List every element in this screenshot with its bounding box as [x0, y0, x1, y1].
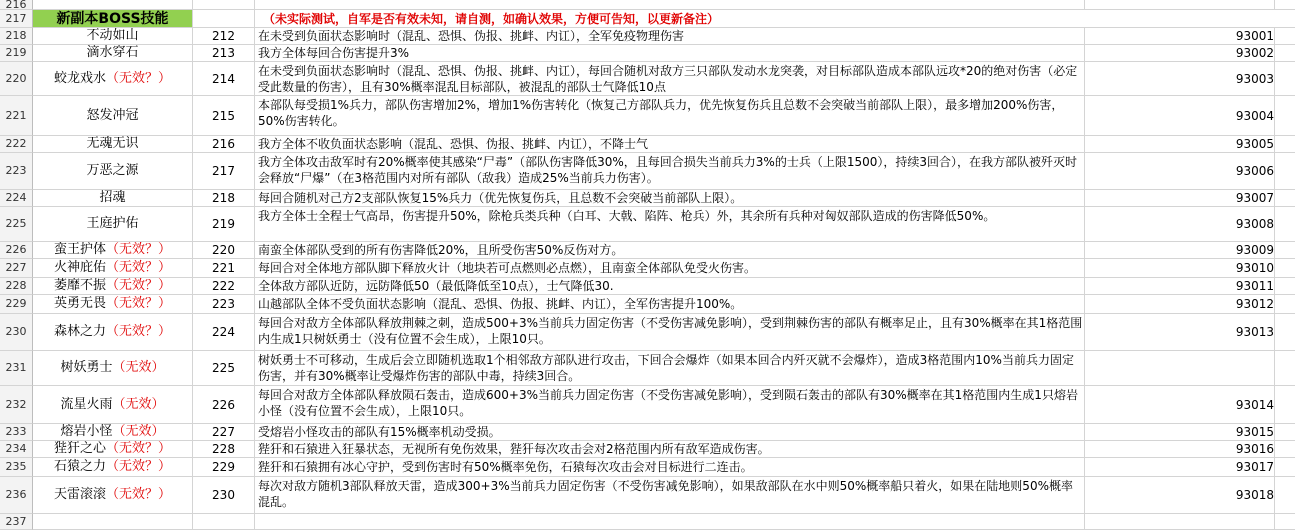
- skill-id-cell[interactable]: 93011: [1085, 278, 1275, 295]
- skill-name: 森林之力: [53, 324, 106, 339]
- skill-name-cell[interactable]: [33, 242, 193, 259]
- table-row: [0, 62, 1295, 96]
- skill-name: 滴水穿石: [86, 45, 139, 60]
- skill-name-cell[interactable]: [33, 190, 193, 207]
- skill-name: 蛮王护体: [53, 242, 106, 257]
- skill-name-cell[interactable]: [33, 153, 193, 190]
- header-row: [0, 10, 1295, 28]
- table-row: [0, 45, 1295, 62]
- description-cell[interactable]: 每回合对敌方全体部队释放陨石轰击，造成600+3%当前兵力固定伤害（不受伤害减免影响），受到陨石轰击的部队有30%概率在其1格范围内生成1只熔岩小怪（没有位置不会生成），上限10只。: [255, 386, 1085, 424]
- skill-number-cell[interactable]: 229: [193, 458, 255, 477]
- cell-e[interactable]: [1275, 514, 1295, 530]
- table-row: [0, 351, 1295, 386]
- skill-id-cell[interactable]: 93013: [1085, 314, 1275, 351]
- cell-d[interactable]: [1085, 0, 1275, 10]
- skill-number-cell[interactable]: 218: [193, 190, 255, 207]
- skill-id-cell[interactable]: 93006: [1085, 153, 1275, 190]
- skill-id-cell[interactable]: 93014: [1085, 386, 1275, 424]
- description-cell[interactable]: 受熔岩小怪攻击的部队有15%概率机动受损。: [255, 424, 1085, 441]
- skill-id-cell[interactable]: [1085, 351, 1275, 386]
- row-number[interactable]: 235: [0, 458, 33, 477]
- cell-e[interactable]: [1275, 477, 1295, 514]
- skill-number-cell[interactable]: 217: [193, 153, 255, 190]
- skill-id-cell[interactable]: 93017: [1085, 458, 1275, 477]
- row-number[interactable]: 227: [0, 259, 33, 278]
- skill-name: 树妖勇士: [60, 360, 113, 375]
- skill-name: 火神庇佑: [53, 260, 106, 275]
- description-cell[interactable]: 每回合对全体地方部队脚下释放火计（地块若可点燃则必点燃），且南蛮全体部队免受火伤害。: [255, 259, 1085, 278]
- test-notice: （未实际测试，自军是否有效未知，请自测，如确认效果，方便可告知，以更新备注）: [263, 11, 720, 26]
- row-number[interactable]: 228: [0, 278, 33, 295]
- skill-id-cell[interactable]: 93008: [1085, 207, 1275, 242]
- cell-b[interactable]: [193, 514, 255, 530]
- row-number[interactable]: 230: [0, 314, 33, 351]
- description-cell[interactable]: 每次对敌方随机3部队释放天雷，造成300+3%当前兵力固定伤害（不受伤害减免影响），如果敌部队在水中则50%概率船只着火，如果在陆地则50%概率混乱。: [255, 477, 1085, 514]
- skill-number-cell[interactable]: 221: [193, 259, 255, 278]
- skill-id-cell[interactable]: 93007: [1085, 190, 1275, 207]
- notice-cell[interactable]: [255, 10, 1275, 28]
- table-row: [0, 259, 1295, 278]
- skill-name: 天雷滚滚: [53, 487, 106, 502]
- table-row: [0, 314, 1295, 351]
- cell-c[interactable]: [255, 0, 1085, 10]
- skill-id-cell[interactable]: 93001: [1085, 28, 1275, 45]
- invalid-tag: （无效？）: [106, 278, 172, 293]
- description-cell[interactable]: 树妖勇士不可移动，生成后会立即随机选取1个相邻敌方部队进行攻击，下回合会爆炸（如果本回合内歼灭就不会爆炸），造成3格范围内10%当前兵力固定伤害，并有30%概率让受爆炸伤害的部队中毒，持续3回合。: [255, 351, 1085, 386]
- table-row: [0, 153, 1295, 190]
- table-row: [0, 242, 1295, 259]
- row-number[interactable]: 231: [0, 351, 33, 386]
- cell-e[interactable]: [1275, 242, 1295, 259]
- table-row: [0, 441, 1295, 458]
- skill-name-cell[interactable]: [33, 386, 193, 424]
- invalid-tag: （无效？）: [106, 260, 172, 275]
- skill-number-cell[interactable]: 226: [193, 386, 255, 424]
- skill-id-cell[interactable]: 93004: [1085, 96, 1275, 136]
- skill-id-cell[interactable]: 93015: [1085, 424, 1275, 441]
- row-number[interactable]: 216: [0, 0, 33, 10]
- skill-name-cell[interactable]: [33, 458, 193, 477]
- description-cell[interactable]: 在未受到负面状态影响时（混乱、恐惧、伪报、挑衅、内讧），全军免疫物理伤害: [255, 28, 1085, 45]
- skill-id-cell[interactable]: 93018: [1085, 477, 1275, 514]
- invalid-tag: （无效？）: [106, 459, 172, 474]
- table-row: [0, 295, 1295, 314]
- invalid-tag: （无效？）: [106, 324, 172, 339]
- cell-e[interactable]: [1275, 441, 1295, 458]
- table-row: [0, 278, 1295, 295]
- cell-e[interactable]: [1275, 278, 1295, 295]
- skill-id-cell[interactable]: 93012: [1085, 295, 1275, 314]
- skill-id-cell[interactable]: 93002: [1085, 45, 1275, 62]
- skill-number-cell[interactable]: 216: [193, 136, 255, 153]
- row-number[interactable]: 237: [0, 514, 33, 530]
- table-row: [0, 458, 1295, 477]
- table-row: [0, 96, 1295, 136]
- description-cell[interactable]: 每回合随机对己方2支部队恢复15%兵力（优先恢复伤兵，且总数不会突破当前部队上限）。: [255, 190, 1085, 207]
- row-number[interactable]: 220: [0, 62, 33, 96]
- skill-name-cell[interactable]: [33, 259, 193, 278]
- table-row: [0, 477, 1295, 514]
- cell-e[interactable]: [1275, 0, 1295, 10]
- table-row: [0, 207, 1295, 242]
- skill-number-cell[interactable]: 214: [193, 62, 255, 96]
- skill-number-cell[interactable]: 228: [193, 441, 255, 458]
- skill-number-cell[interactable]: 224: [193, 314, 255, 351]
- cell-d[interactable]: [1085, 514, 1275, 530]
- skill-name: 流星火雨: [60, 396, 113, 412]
- table-row: [0, 424, 1295, 441]
- skill-name-cell[interactable]: [33, 477, 193, 514]
- cell-b[interactable]: [193, 10, 255, 28]
- cell-c[interactable]: [255, 514, 1085, 530]
- description-cell[interactable]: 我方全体攻击敌军时有20%概率使其感染“尸毒”（部队伤害降低30%，且每回合损失当前兵力3%的士兵（上限1500），持续3回合），在我方部队被歼灭时会释放“尸爆”（在3格范围内对所有部队（敌我）造成25%当前兵力伤害）。: [255, 153, 1085, 190]
- table-row: [0, 190, 1295, 207]
- description-cell[interactable]: 我方全体不收负面状态影响（混乱、恐惧、伪报、挑衅、内讧），不降士气: [255, 136, 1085, 153]
- cell-e[interactable]: [1275, 62, 1295, 96]
- description-cell[interactable]: 我方全体每回合伤害提升3%: [255, 45, 1085, 62]
- skill-number-cell[interactable]: 222: [193, 278, 255, 295]
- skill-name-cell[interactable]: [33, 62, 193, 96]
- skill-id-cell[interactable]: 93005: [1085, 136, 1275, 153]
- row-number[interactable]: 229: [0, 295, 33, 314]
- skill-name: 怒发冲冠: [86, 107, 139, 123]
- invalid-tag: （无效）: [112, 396, 165, 412]
- cell-e[interactable]: [1275, 314, 1295, 351]
- cell-e[interactable]: [1275, 259, 1295, 278]
- cell-a[interactable]: [33, 514, 193, 530]
- skill-id-cell[interactable]: 93010: [1085, 259, 1275, 278]
- skill-number-cell[interactable]: 220: [193, 242, 255, 259]
- row-number[interactable]: 226: [0, 242, 33, 259]
- description-cell[interactable]: 在未受到负面状态影响时（混乱、恐惧、伪报、挑衅、内讧），每回合随机对敌方三只部队发动水龙突袭，对目标部队造成本部队远攻*20的绝对伤害（必定受此数量的伤害），且有30%概率混乱目标部队，被混乱的部队士气降低10点: [255, 62, 1085, 96]
- row-number[interactable]: 222: [0, 136, 33, 153]
- description-cell[interactable]: 我方全体士全程士气高昂，伤害提升50%，除枪兵类兵种（白耳、大戟、陷阵、枪兵）外，其余所有兵种对匈奴部队造成的伤害降低50%。: [255, 207, 1085, 242]
- skill-name: 萎靡不振: [53, 278, 106, 293]
- skill-number-cell[interactable]: 230: [193, 477, 255, 514]
- row-number[interactable]: 218: [0, 28, 33, 45]
- skill-name-cell[interactable]: [33, 96, 193, 136]
- skill-name-cell[interactable]: [33, 136, 193, 153]
- cell-e[interactable]: [1275, 295, 1295, 314]
- description-cell[interactable]: 南蛮全体部队受到的所有伤害降低20%，且所受伤害50%反伤对方。: [255, 242, 1085, 259]
- skill-number-cell[interactable]: 225: [193, 351, 255, 386]
- skill-name: 英勇无畏: [53, 296, 106, 311]
- skill-name: 石猿之力: [53, 459, 106, 474]
- skill-name: 蛟龙戏水: [53, 70, 106, 86]
- skill-name: 招魂: [99, 190, 126, 205]
- skill-id-cell[interactable]: 93003: [1085, 62, 1275, 96]
- row-number[interactable]: 225: [0, 207, 33, 242]
- row-number[interactable]: 232: [0, 386, 33, 424]
- skill-id-cell[interactable]: 93009: [1085, 242, 1275, 259]
- skill-number-cell[interactable]: 219: [193, 207, 255, 242]
- skill-name: 熔岩小怪: [60, 424, 113, 439]
- skill-id-cell[interactable]: 93016: [1085, 441, 1275, 458]
- skill-number-cell[interactable]: 213: [193, 45, 255, 62]
- skill-name-cell[interactable]: [33, 351, 193, 386]
- cell-e[interactable]: [1275, 458, 1295, 477]
- sheet-row: [0, 514, 1295, 530]
- skill-name-cell[interactable]: [33, 28, 193, 45]
- invalid-tag: （无效？）: [106, 296, 172, 311]
- cell-e[interactable]: [1275, 386, 1295, 424]
- cell-e[interactable]: [1275, 45, 1295, 62]
- description-cell[interactable]: 山越部队全体不受负面状态影响（混乱、恐惧、伪报、挑衅、内讧），全军伤害提升100%。: [255, 295, 1085, 314]
- skill-name: 万恶之源: [86, 163, 139, 178]
- cell-a[interactable]: [33, 0, 193, 10]
- cell-e[interactable]: [1275, 351, 1295, 386]
- invalid-tag: （无效）: [112, 424, 165, 439]
- invalid-tag: （无效？）: [106, 70, 172, 86]
- cell-e[interactable]: [1275, 207, 1295, 242]
- row-number[interactable]: 233: [0, 424, 33, 441]
- cell-e[interactable]: [1275, 96, 1295, 136]
- row-number[interactable]: 224: [0, 190, 33, 207]
- row-number[interactable]: 236: [0, 477, 33, 514]
- invalid-tag: （无效）: [112, 360, 165, 375]
- skill-number-cell[interactable]: 223: [193, 295, 255, 314]
- skill-name-cell[interactable]: [33, 45, 193, 62]
- section-title-cell[interactable]: 新副本BOSS技能: [33, 10, 193, 28]
- description-cell[interactable]: 狴犴和石猿拥有冰心守护，受到伤害时有50%概率免伤，石猿每次攻击会对目标进行二连击。: [255, 458, 1085, 477]
- invalid-tag: （无效？）: [106, 441, 172, 456]
- cell-e[interactable]: [1275, 28, 1295, 45]
- description-cell[interactable]: 本部队每受损1%兵力，部队伤害增加2%，增加1%伤害转化（恢复己方部队兵力，优先恢复伤兵且总数不会突破当前部队上限），最多增加200%伤害，50%伤害转化。: [255, 96, 1085, 136]
- cell-e[interactable]: [1275, 10, 1295, 28]
- row-number[interactable]: 219: [0, 45, 33, 62]
- sheet-row: [0, 0, 1295, 10]
- invalid-tag: （无效？）: [106, 242, 172, 257]
- row-number[interactable]: 221: [0, 96, 33, 136]
- skill-name: 狴犴之心: [53, 441, 106, 456]
- skill-name: 无魂无识: [86, 136, 139, 151]
- skill-name: 不动如山: [86, 28, 139, 43]
- row-number[interactable]: 217: [0, 10, 33, 28]
- description-cell[interactable]: 狴犴和石猿进入狂暴状态，无视所有免伤效果，狴犴每次攻击会对2格范围内所有敌军造成伤害。: [255, 441, 1085, 458]
- skill-name-cell[interactable]: [33, 278, 193, 295]
- cell-e[interactable]: [1275, 190, 1295, 207]
- cell-b[interactable]: [193, 0, 255, 10]
- table-row: [0, 28, 1295, 45]
- description-cell[interactable]: 全体敌方部队近防，远防降低50（最低降低至10点），士气降低30.: [255, 278, 1085, 295]
- skill-number-cell[interactable]: 227: [193, 424, 255, 441]
- skill-name-cell[interactable]: [33, 207, 193, 242]
- skill-name-cell[interactable]: [33, 441, 193, 458]
- skill-name-cell[interactable]: [33, 314, 193, 351]
- cell-e[interactable]: [1275, 136, 1295, 153]
- row-number[interactable]: 234: [0, 441, 33, 458]
- skill-name: 王庭护佑: [86, 216, 139, 231]
- cell-e[interactable]: [1275, 424, 1295, 441]
- cell-e[interactable]: [1275, 153, 1295, 190]
- description-cell[interactable]: 每回合对敌方全体部队释放荆棘之刺，造成500+3%当前兵力固定伤害（不受伤害减免影响），受到荆棘伤害的部队有概率足止，且有30%概率在其1格范围内生成1只树妖勇士（没有位置不会生成），上限10只。: [255, 314, 1085, 351]
- skill-number-cell[interactable]: 212: [193, 28, 255, 45]
- skill-name-cell[interactable]: [33, 424, 193, 441]
- skill-number-cell[interactable]: 215: [193, 96, 255, 136]
- invalid-tag: （无效？）: [106, 487, 172, 502]
- skill-name-cell[interactable]: [33, 295, 193, 314]
- table-row: [0, 136, 1295, 153]
- row-number[interactable]: 223: [0, 153, 33, 190]
- table-row: [0, 386, 1295, 424]
